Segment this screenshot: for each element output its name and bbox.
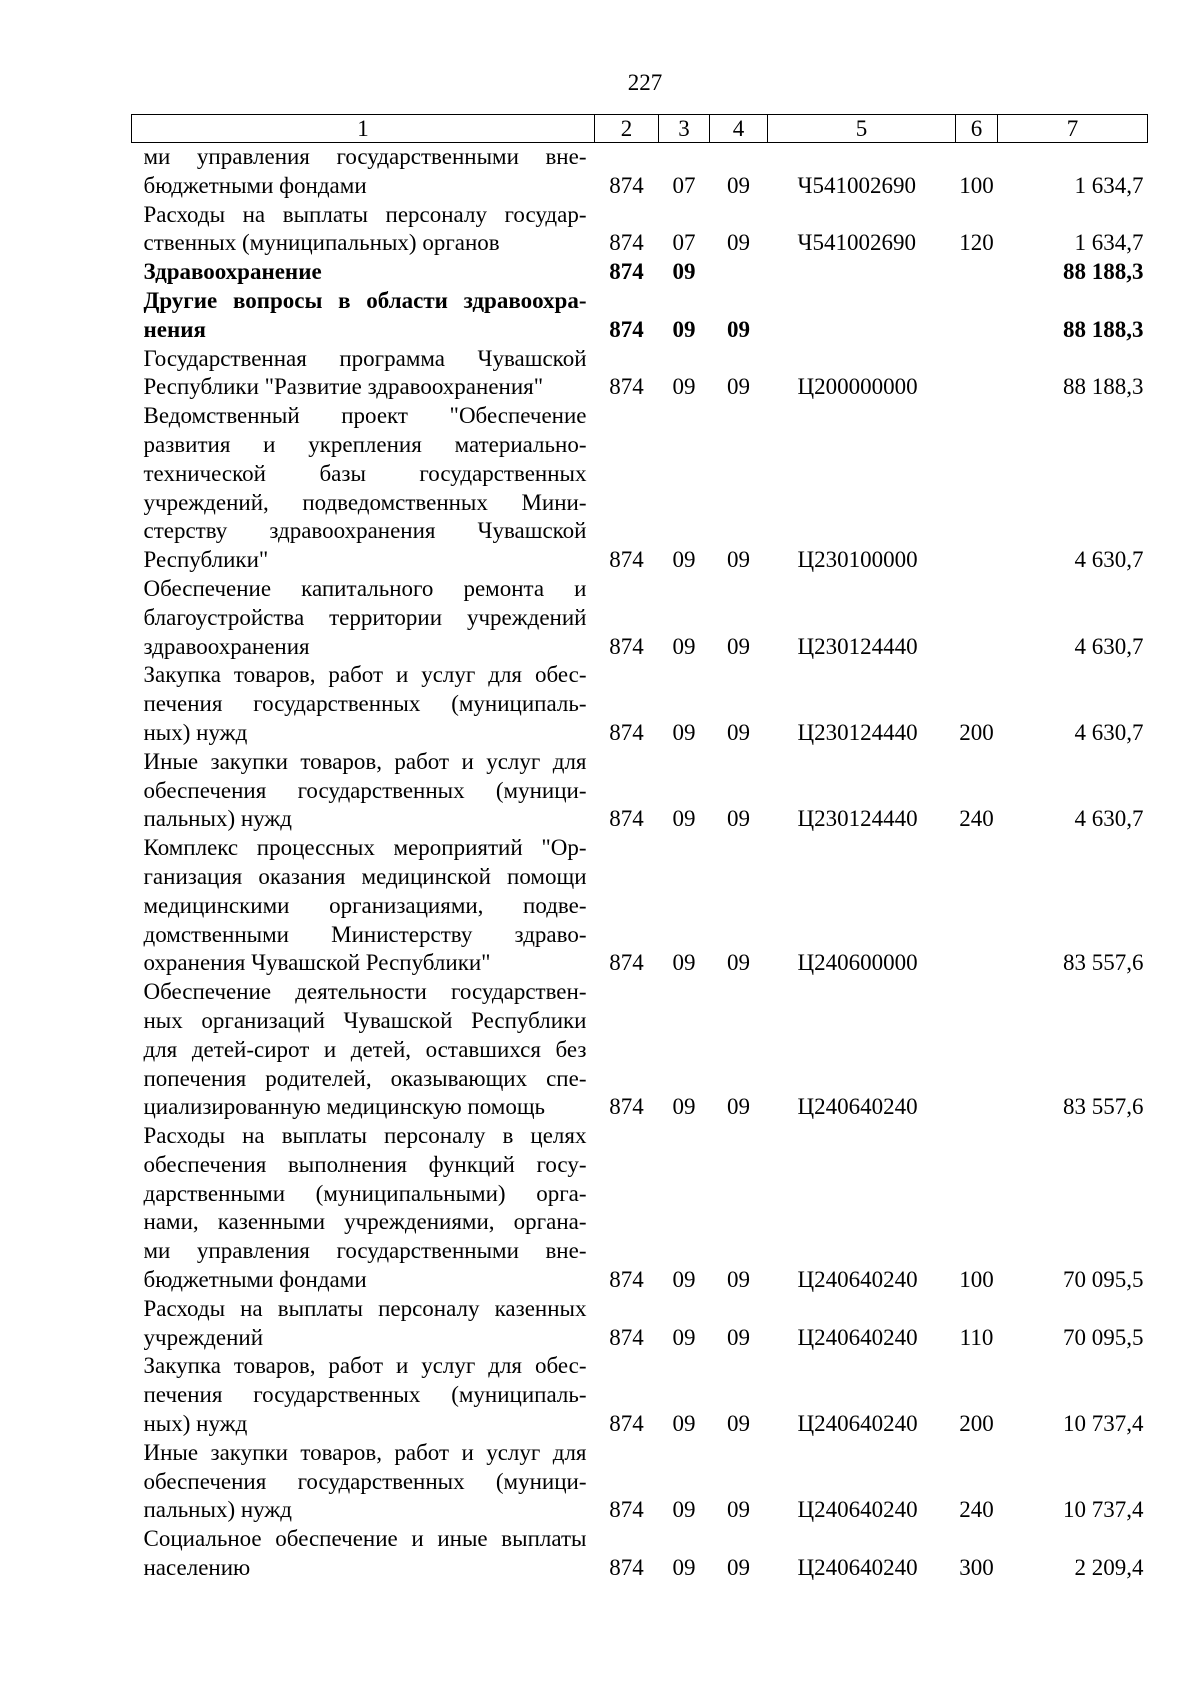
row-subsection: 09 — [727, 1324, 750, 1350]
table-row — [132, 1295, 1148, 1353]
row-name — [132, 748, 595, 834]
row-expense-type: 200 — [959, 719, 994, 745]
row-section: 09 — [672, 374, 696, 400]
table-header — [132, 115, 1148, 143]
row-name — [132, 575, 595, 661]
row-expense-type — [956, 834, 998, 978]
row-subsection: 09 — [727, 1267, 750, 1293]
row-target-article: Ц240640240 — [797, 1094, 918, 1120]
row-expense-type: 200 — [959, 1411, 994, 1437]
row-section: 09 — [672, 1555, 696, 1581]
row-name — [132, 1525, 595, 1583]
row-amount: 1 634,7 — [1074, 172, 1144, 198]
row-amount: 4 630,7 — [1074, 719, 1144, 745]
row-section: 09 — [672, 259, 696, 285]
page-number: 227 — [627, 70, 663, 95]
row-section: 09 — [672, 1267, 696, 1293]
row-name-line: ганизация оказания медицинской помощи — [143, 863, 587, 889]
row-name-line: здравоохранения — [143, 633, 310, 659]
row-name-line: ных организаций Чувашской Республики — [143, 1007, 587, 1033]
row-subsection: 09 — [727, 950, 750, 976]
header-row — [132, 115, 1148, 143]
row-name-line: домственными Министерству здраво- — [143, 921, 587, 947]
row-subsection: 09 — [727, 172, 750, 198]
row-name — [132, 661, 595, 747]
row-expense-type — [956, 258, 998, 287]
row-subsection: 09 — [727, 1411, 750, 1437]
row-section: 07 — [672, 230, 696, 256]
row-amount: 88 188,3 — [1063, 316, 1144, 342]
row-subsection: 09 — [727, 806, 750, 832]
row-name-line: попечения родителей, оказывающих спе- — [143, 1065, 587, 1091]
row-name-line: Расходы на выплаты персоналу казенных — [143, 1295, 587, 1321]
row-vsr: 874 — [609, 374, 644, 400]
row-vsr: 874 — [609, 316, 644, 342]
table-row — [132, 978, 1148, 1122]
row-subsection: 09 — [727, 1497, 750, 1523]
table-row — [132, 345, 1148, 403]
row-name-line: пальных) нужд — [143, 1497, 292, 1523]
row-name-line: Обеспечение капитального ремонта и — [143, 575, 587, 601]
row-vsr: 874 — [609, 1497, 644, 1523]
row-name-line: пальных) нужд — [143, 806, 292, 832]
row-section: 09 — [672, 547, 696, 573]
table-row — [132, 201, 1148, 259]
row-vsr: 874 — [609, 1267, 644, 1293]
row-target-article: Ц230124440 — [797, 806, 918, 832]
row-amount: 70 095,5 — [1063, 1267, 1144, 1293]
row-expense-type: 100 — [959, 1267, 994, 1293]
header-col-6: 6 — [956, 115, 998, 143]
row-vsr: 874 — [609, 806, 644, 832]
row-section: 09 — [672, 950, 696, 976]
row-expense-type: 300 — [959, 1555, 994, 1581]
row-vsr: 874 — [609, 172, 644, 198]
row-name-line: бюджетными фондами — [143, 172, 367, 198]
row-name — [132, 345, 595, 403]
row-amount: 88 188,3 — [1063, 374, 1144, 400]
row-subsection: 09 — [727, 633, 750, 659]
row-name-line: циализированную медицинскую помощь — [143, 1094, 546, 1120]
row-subsection — [710, 258, 768, 287]
row-name-line: стерству здравоохранения Чувашской — [143, 518, 587, 544]
row-section: 09 — [672, 1497, 696, 1523]
table-row — [132, 1525, 1148, 1583]
row-target-article: Ц240600000 — [797, 950, 918, 976]
row-name-line: печения государственных (муниципаль- — [143, 1382, 587, 1408]
row-amount: 83 557,6 — [1063, 1094, 1144, 1120]
row-name-line: учреждений, подведомственных Мини- — [143, 489, 587, 515]
row-name-line: дарственными (муниципальными) орга- — [143, 1180, 587, 1206]
row-target-article: Ц230124440 — [797, 719, 918, 745]
row-name — [132, 201, 595, 259]
row-expense-type: 100 — [959, 172, 994, 198]
row-name-line: ных) нужд — [143, 719, 248, 745]
row-name-line: обеспечения государственных (муници- — [143, 777, 587, 803]
row-name-line: ми управления государственными вне- — [143, 144, 587, 169]
row-name-line: Государственная программа Чувашской — [143, 345, 587, 371]
row-section: 09 — [672, 1324, 696, 1350]
row-name-line: Обеспечение деятельности государствен- — [143, 979, 587, 1005]
table-row — [132, 1439, 1148, 1525]
row-name-line: учреждений — [143, 1324, 264, 1350]
row-name-line: Социальное обеспечение и иные выплаты — [143, 1526, 587, 1552]
row-expense-type: 240 — [959, 806, 994, 832]
header-col-2: 2 — [595, 115, 659, 143]
row-amount: 4 630,7 — [1074, 806, 1144, 832]
row-name-line: Республики" — [143, 547, 269, 573]
row-target-article — [768, 258, 956, 287]
row-section: 09 — [672, 806, 696, 832]
row-vsr: 874 — [609, 1555, 644, 1581]
header-col-3: 3 — [659, 115, 710, 143]
row-amount: 10 737,4 — [1063, 1497, 1144, 1523]
row-expense-type — [956, 402, 998, 575]
row-name-line: технической базы государственных — [143, 460, 587, 486]
row-name-line: благоустройства территории учреждений — [143, 604, 587, 630]
row-amount: 83 557,6 — [1063, 950, 1144, 976]
header-col-4: 4 — [710, 115, 768, 143]
row-section: 09 — [672, 719, 696, 745]
row-name-line: нения — [143, 316, 206, 342]
row-name-line: охранения Чувашской Республики" — [143, 950, 491, 976]
row-target-article — [768, 287, 956, 345]
row-vsr: 874 — [609, 633, 644, 659]
row-name-line: нами, казенными учреждениями, органа- — [143, 1209, 587, 1235]
row-name-line: для детей-сирот и детей, оставшихся без — [143, 1036, 587, 1062]
row-expense-type — [956, 978, 998, 1122]
header-col-7: 7 — [998, 115, 1148, 143]
row-name-line: обеспечения государственных (муници- — [143, 1468, 587, 1494]
row-target-article: Ч541002690 — [797, 172, 916, 198]
row-name — [132, 1352, 595, 1438]
table-row — [132, 143, 1148, 201]
row-expense-type — [956, 575, 998, 661]
table-row — [132, 287, 1148, 345]
row-amount: 70 095,5 — [1063, 1324, 1144, 1350]
row-vsr: 874 — [609, 719, 644, 745]
row-subsection: 09 — [727, 374, 750, 400]
row-name-line: бюджетными фондами — [143, 1267, 367, 1293]
row-name — [132, 834, 595, 978]
row-section: 09 — [672, 1094, 696, 1120]
row-target-article: Ц200000000 — [797, 374, 918, 400]
table-row — [132, 402, 1148, 575]
table-row — [132, 748, 1148, 834]
row-name — [132, 1122, 595, 1295]
row-name-line: развития и укрепления материально- — [143, 431, 587, 457]
row-name-line: Иные закупки товаров, работ и услуг для — [143, 748, 587, 774]
row-vsr: 874 — [609, 547, 644, 573]
row-name-line: Закупка товаров, работ и услуг для обес- — [143, 1353, 587, 1379]
row-target-article: Ц230100000 — [797, 547, 918, 573]
row-amount: 88 188,3 — [1063, 259, 1144, 285]
row-name — [132, 287, 595, 345]
row-subsection: 09 — [727, 230, 750, 256]
row-vsr: 874 — [609, 259, 644, 285]
header-col-1: 1 — [132, 115, 595, 143]
row-name — [132, 978, 595, 1122]
row-section: 07 — [672, 172, 696, 198]
row-name-line: ми управления государственными вне- — [143, 1238, 587, 1264]
row-vsr: 874 — [609, 950, 644, 976]
row-target-article: Ч541002690 — [797, 230, 916, 256]
row-expense-type — [956, 345, 998, 403]
row-target-article: Ц240640240 — [797, 1324, 918, 1350]
row-vsr: 874 — [609, 1324, 644, 1350]
row-name-line: Расходы на выплаты персоналу в целях — [143, 1123, 587, 1149]
budget-table — [131, 114, 1148, 1583]
row-name-line: обеспечения выполнения функций госу- — [143, 1151, 587, 1177]
row-subsection: 09 — [727, 1094, 750, 1120]
row-name-line: Другие вопросы в области здравоохра- — [143, 287, 587, 313]
row-amount: 10 737,4 — [1063, 1411, 1144, 1437]
row-name — [132, 258, 595, 287]
row-name-line: Иные закупки товаров, работ и услуг для — [143, 1439, 587, 1465]
row-name-line: Республики "Развитие здравоохранения" — [143, 374, 544, 400]
row-name-line: Закупка товаров, работ и услуг для обес- — [143, 662, 587, 688]
row-amount: 1 634,7 — [1074, 230, 1144, 256]
row-name — [132, 1439, 595, 1525]
row-vsr: 874 — [609, 1411, 644, 1437]
row-expense-type: 120 — [959, 230, 994, 256]
row-section: 09 — [672, 316, 696, 342]
row-subsection: 09 — [727, 547, 750, 573]
row-name-line: ных) нужд — [143, 1411, 248, 1437]
row-amount: 4 630,7 — [1074, 633, 1144, 659]
row-vsr: 874 — [609, 1094, 644, 1120]
row-name — [132, 143, 595, 201]
row-name-line: Ведомственный проект "Обеспечение — [143, 403, 587, 429]
row-expense-type — [956, 287, 998, 345]
row-amount: 2 209,4 — [1074, 1555, 1144, 1581]
row-subsection: 09 — [727, 316, 750, 342]
table-row — [132, 1122, 1148, 1295]
row-name — [132, 402, 595, 575]
row-expense-type: 110 — [959, 1324, 994, 1350]
row-name-line: ственных (муниципальных) органов — [143, 230, 500, 256]
row-name-line: Здравоохранение — [143, 259, 322, 285]
table-row — [132, 1352, 1148, 1438]
table-body — [132, 143, 1148, 1583]
row-amount: 4 630,7 — [1074, 547, 1144, 573]
row-vsr: 874 — [609, 230, 644, 256]
row-target-article: Ц230124440 — [797, 633, 918, 659]
table-row — [132, 258, 1148, 287]
row-subsection: 09 — [727, 719, 750, 745]
row-target-article: Ц240640240 — [797, 1555, 918, 1581]
header-col-5: 5 — [768, 115, 956, 143]
row-name-line: населению — [143, 1555, 251, 1581]
row-name-line: печения государственных (муниципаль- — [143, 691, 587, 717]
table-row — [132, 661, 1148, 747]
table-row — [132, 834, 1148, 978]
row-expense-type: 240 — [959, 1497, 994, 1523]
row-target-article: Ц240640240 — [797, 1497, 918, 1523]
row-name-line: медицинскими организациями, подве- — [143, 892, 587, 918]
row-target-article: Ц240640240 — [797, 1411, 918, 1437]
row-section: 09 — [672, 1411, 696, 1437]
row-section: 09 — [672, 633, 696, 659]
row-name-line: Расходы на выплаты персоналу государ- — [143, 201, 587, 227]
row-target-article: Ц240640240 — [797, 1267, 918, 1293]
table-row — [132, 575, 1148, 661]
row-subsection: 09 — [727, 1555, 750, 1581]
row-name — [132, 1295, 595, 1353]
row-name-line: Комплекс процессных мероприятий "Ор- — [143, 835, 587, 861]
